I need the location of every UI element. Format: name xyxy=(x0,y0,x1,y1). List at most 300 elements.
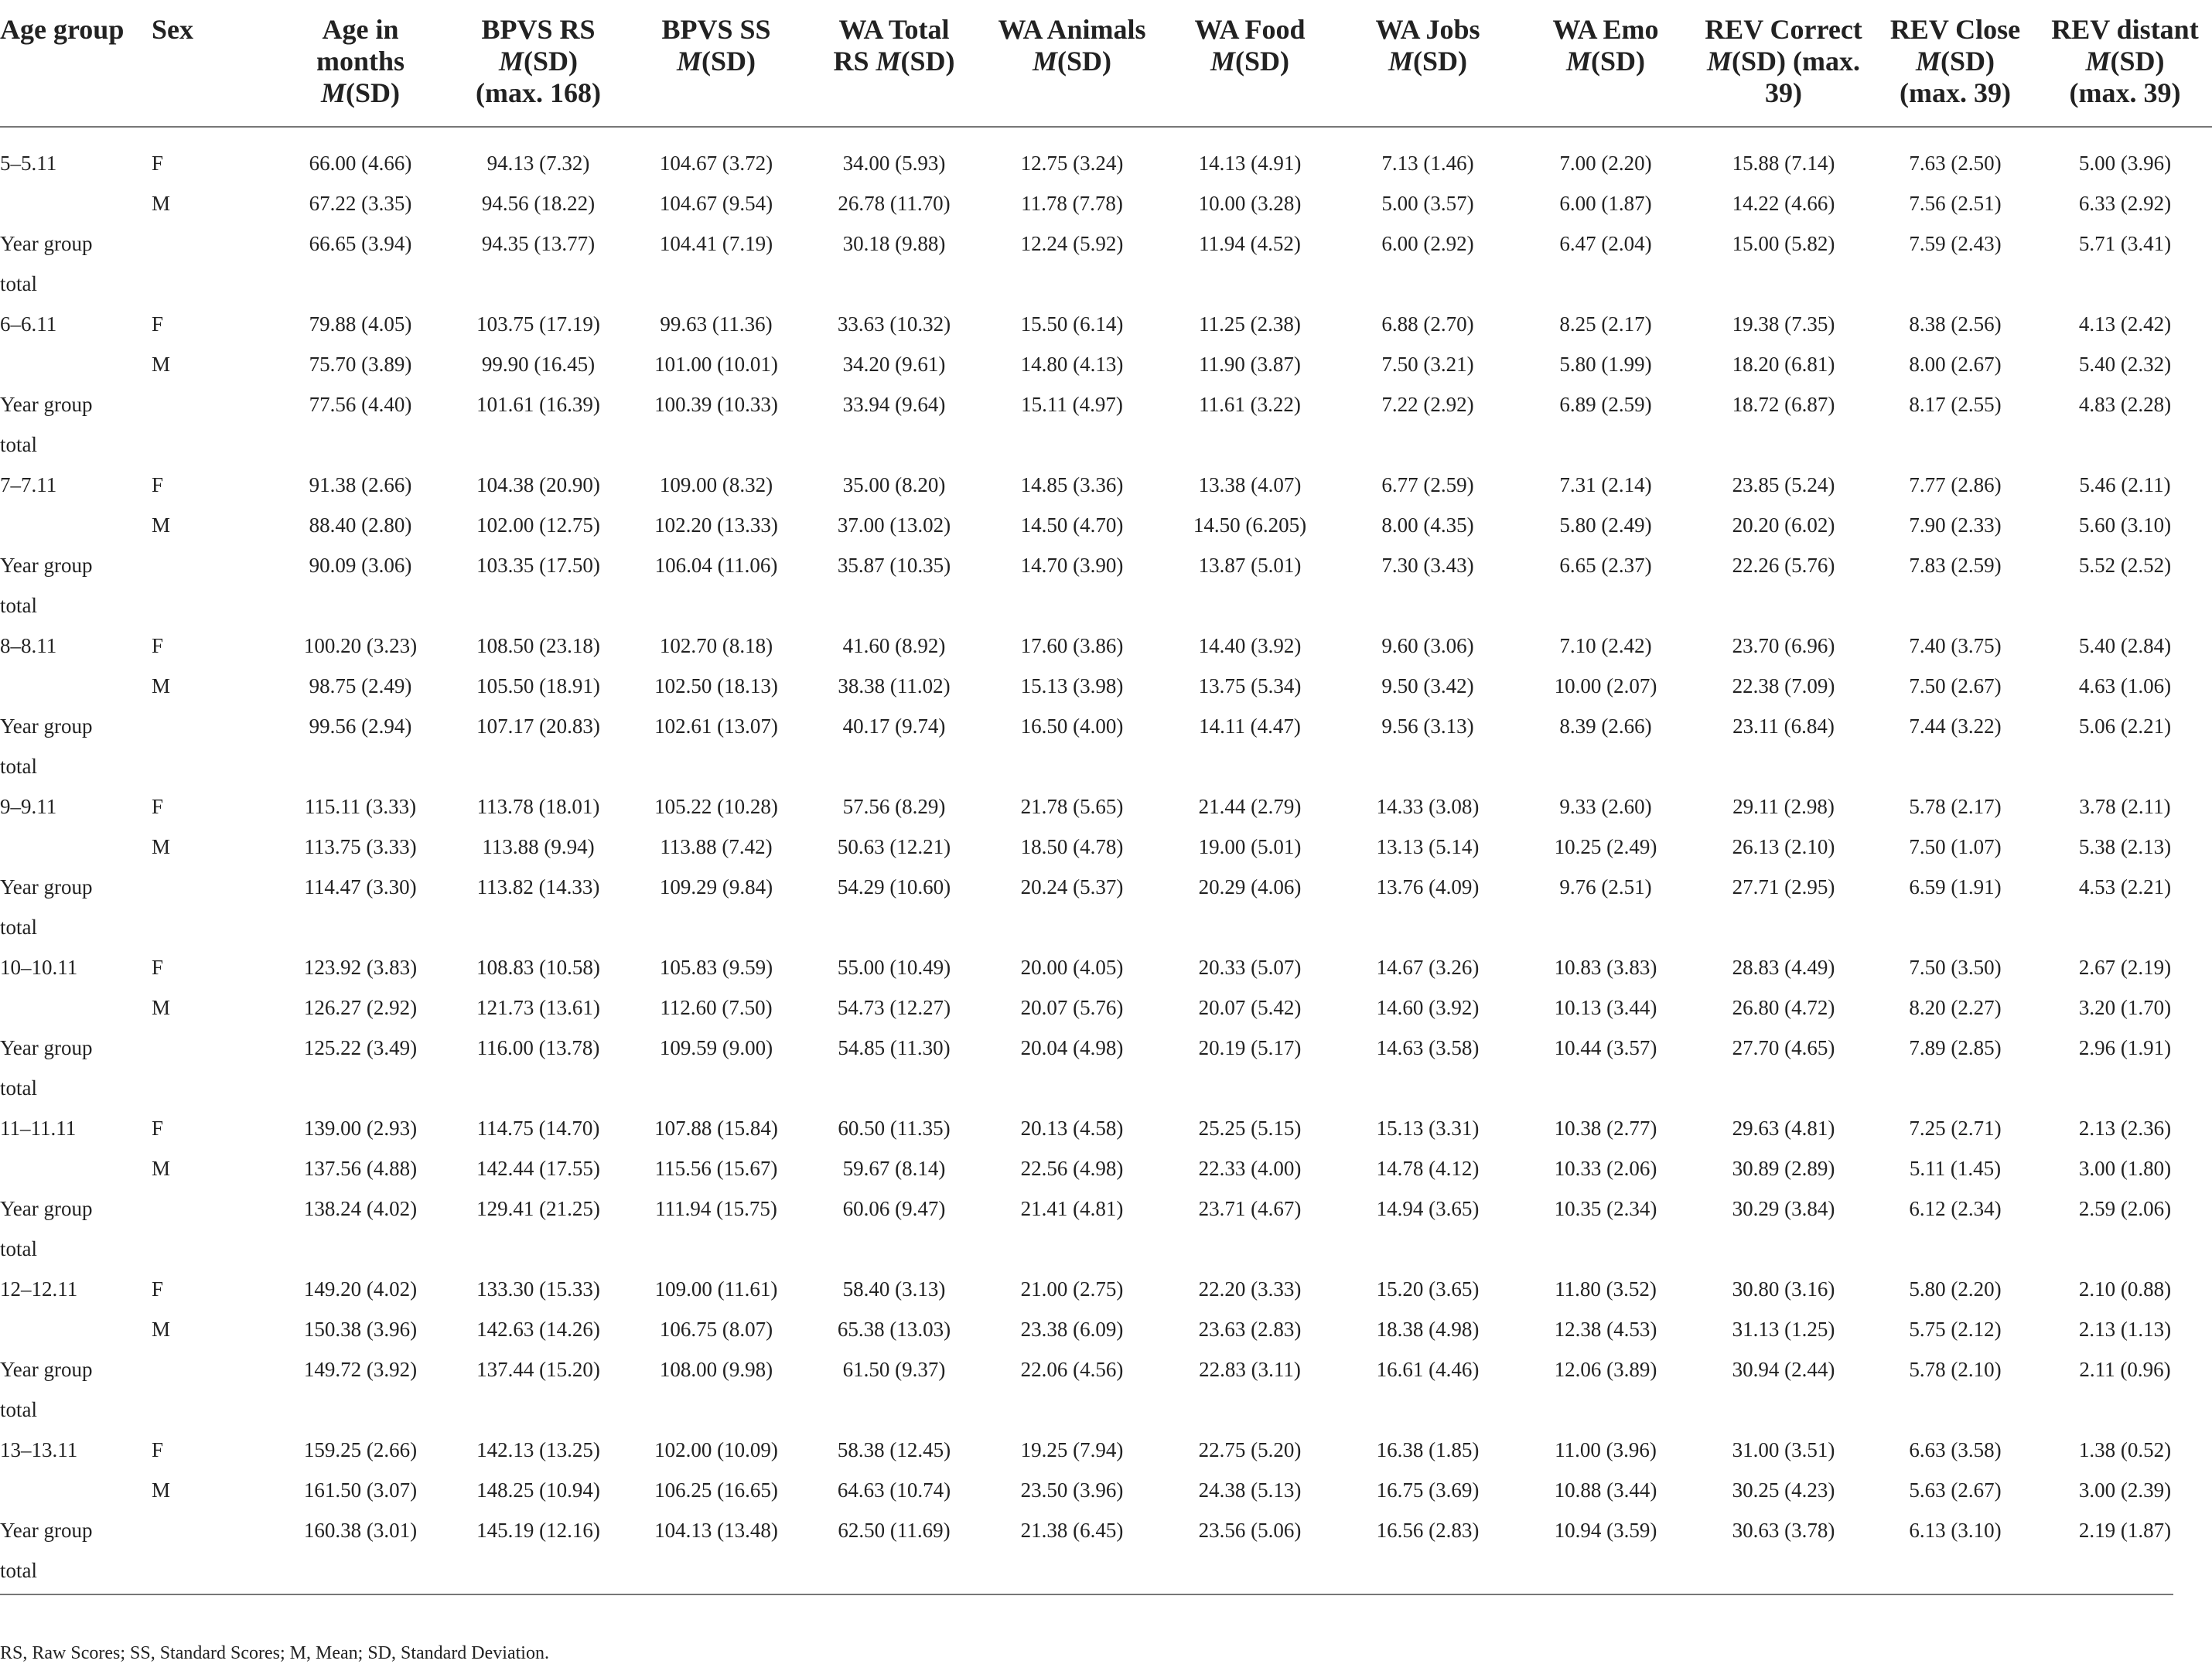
value-cell: 16.38 (1.85) xyxy=(1376,1437,1480,1461)
age-group-cell xyxy=(0,827,152,867)
total-value-cell: 5.71 (3.41) xyxy=(2078,231,2172,255)
age-group-cell xyxy=(0,987,152,1028)
value-cell: 7.63 (2.50) xyxy=(1909,151,2002,175)
empty-cell xyxy=(1339,1550,1517,1591)
total-value-cell: 108.00 (9.98) xyxy=(659,1357,773,1381)
total-value-cell: 14.11 (4.47) xyxy=(1199,714,1301,738)
sex-cell xyxy=(152,1188,271,1229)
empty-cell xyxy=(1517,425,1695,465)
empty-cell xyxy=(805,907,983,947)
empty-cell xyxy=(1161,585,1339,626)
total-value-cell: 20.04 (4.98) xyxy=(1020,1035,1124,1059)
value-cell: 112.60 (7.50) xyxy=(660,995,773,1019)
value-cell: 19.38 (7.35) xyxy=(1732,312,1835,336)
value-cell: 11.25 (2.38) xyxy=(1199,312,1301,336)
table-bottom-rule xyxy=(0,1594,2173,1595)
empty-cell xyxy=(1872,1390,2038,1430)
sex-cell: F xyxy=(152,955,164,979)
empty-cell xyxy=(449,585,627,626)
empty-cell xyxy=(983,1229,1161,1269)
empty-cell xyxy=(627,1390,805,1430)
empty-cell xyxy=(271,1550,449,1591)
total-value-cell: 22.06 (4.56) xyxy=(1020,1357,1124,1381)
header-text: 39) xyxy=(1765,77,1802,108)
empty-cell xyxy=(627,1068,805,1108)
year-group-total-label-row xyxy=(0,1229,2212,1269)
total-value-cell: 23.56 (5.06) xyxy=(1198,1518,1302,1542)
total-value-cell: 13.87 (5.01) xyxy=(1198,553,1302,577)
empty-cell xyxy=(2038,1390,2212,1430)
value-cell: 8.00 (4.35) xyxy=(1381,513,1474,537)
value-cell: 107.88 (15.84) xyxy=(654,1116,778,1140)
empty-cell xyxy=(449,1550,627,1591)
table-row xyxy=(0,1108,2212,1148)
total-value-cell: 4.83 (2.28) xyxy=(2078,392,2172,416)
value-cell: 58.38 (12.45) xyxy=(837,1437,951,1461)
value-cell: 33.63 (10.32) xyxy=(837,312,951,336)
value-cell: 31.00 (3.51) xyxy=(1732,1437,1835,1461)
mean-symbol: M xyxy=(320,77,346,108)
value-cell: 150.38 (3.96) xyxy=(303,1317,418,1341)
total-value-cell: 8.39 (2.66) xyxy=(1559,714,1652,738)
age-group-cell: 5–5.11 xyxy=(0,151,57,175)
value-cell: 149.20 (4.02) xyxy=(303,1277,418,1301)
value-cell: 5.80 (2.20) xyxy=(1909,1277,2002,1301)
total-value-cell: 6.12 (2.34) xyxy=(1909,1196,2002,1220)
value-cell: 106.25 (16.65) xyxy=(654,1478,778,1502)
total-value-cell: 111.94 (15.75) xyxy=(655,1196,777,1220)
total-value-cell: 5.78 (2.10) xyxy=(1909,1357,2002,1381)
total-value-cell: 5.52 (2.52) xyxy=(2078,553,2172,577)
mean-symbol: M xyxy=(1388,46,1413,77)
total-value-cell: 8.17 (2.55) xyxy=(1909,392,2002,416)
value-cell: 7.50 (3.50) xyxy=(1909,955,2002,979)
value-cell: 20.07 (5.76) xyxy=(1020,995,1124,1019)
age-group-cell xyxy=(0,183,152,223)
empty-cell xyxy=(449,907,627,947)
mean-symbol: M xyxy=(2085,46,2111,77)
mean-symbol: M xyxy=(498,46,524,77)
empty-cell xyxy=(271,1068,449,1108)
value-cell: 10.88 (3.44) xyxy=(1554,1478,1657,1502)
header-text: (SD) xyxy=(1941,46,1995,77)
value-cell: 13.13 (5.14) xyxy=(1376,834,1480,858)
total-value-cell: 7.30 (3.43) xyxy=(1381,553,1474,577)
value-cell: 37.00 (13.02) xyxy=(837,513,951,537)
empty-cell xyxy=(805,585,983,626)
total-value-cell: 106.04 (11.06) xyxy=(654,553,778,577)
empty-cell xyxy=(2038,264,2212,304)
mean-symbol: M xyxy=(1707,46,1732,77)
value-cell: 23.70 (6.96) xyxy=(1732,633,1835,657)
total-value-cell: 100.39 (10.33) xyxy=(654,392,778,416)
empty-cell xyxy=(983,425,1161,465)
age-group-cell xyxy=(0,344,152,384)
column-header-wa-emo xyxy=(1517,0,1695,127)
total-value-cell: 7.44 (3.22) xyxy=(1909,714,2002,738)
total-value-cell: 125.22 (3.49) xyxy=(303,1035,418,1059)
empty-cell xyxy=(627,264,805,304)
value-cell: 142.13 (13.25) xyxy=(476,1437,600,1461)
empty-cell xyxy=(1339,264,1517,304)
value-cell: 58.40 (3.13) xyxy=(842,1277,946,1301)
column-header-rev-correct xyxy=(1695,0,1872,127)
column-header-sex xyxy=(152,0,271,127)
value-cell: 2.13 (1.13) xyxy=(2078,1317,2172,1341)
value-cell: 30.89 (2.89) xyxy=(1732,1156,1835,1180)
header-text: months xyxy=(316,46,405,77)
empty-cell xyxy=(627,1550,805,1591)
empty-cell xyxy=(152,425,271,465)
value-cell: 26.80 (4.72) xyxy=(1732,995,1835,1019)
empty-cell xyxy=(1517,1550,1695,1591)
sex-cell: M xyxy=(152,995,171,1019)
total-value-cell: 27.71 (2.95) xyxy=(1732,875,1835,899)
table-row xyxy=(0,827,2212,867)
empty-cell xyxy=(1695,264,1872,304)
value-cell: 3.00 (2.39) xyxy=(2078,1478,2172,1502)
value-cell: 103.75 (17.19) xyxy=(476,312,600,336)
empty-cell xyxy=(983,746,1161,786)
value-cell: 13.38 (4.07) xyxy=(1198,472,1302,496)
header-text: (max. 168) xyxy=(476,77,601,108)
value-cell: 11.78 (7.78) xyxy=(1021,191,1123,215)
value-cell: 121.73 (13.61) xyxy=(476,995,600,1019)
empty-cell xyxy=(449,425,627,465)
empty-cell xyxy=(983,1550,1161,1591)
total-value-cell: 2.11 (0.96) xyxy=(2079,1357,2171,1381)
total-value-cell: 9.76 (2.51) xyxy=(1559,875,1652,899)
empty-cell xyxy=(152,585,271,626)
total-value-cell: 54.29 (10.60) xyxy=(837,875,951,899)
sex-cell: F xyxy=(152,794,164,818)
mean-symbol: M xyxy=(1915,46,1941,77)
value-cell: 105.83 (9.59) xyxy=(659,955,773,979)
empty-cell xyxy=(1695,1068,1872,1108)
value-cell: 6.63 (3.58) xyxy=(1909,1437,2002,1461)
empty-cell xyxy=(1339,746,1517,786)
total-value-cell: 22.26 (5.76) xyxy=(1732,553,1835,577)
value-cell: 8.38 (2.56) xyxy=(1909,312,2002,336)
value-cell: 29.63 (4.81) xyxy=(1732,1116,1835,1140)
value-cell: 102.00 (10.09) xyxy=(654,1437,778,1461)
total-value-cell: 10.94 (3.59) xyxy=(1554,1518,1657,1542)
empty-cell xyxy=(1695,907,1872,947)
empty-cell xyxy=(805,425,983,465)
empty-cell xyxy=(1872,1550,2038,1591)
year-group-total-row xyxy=(0,1510,2212,1550)
value-cell: 10.25 (2.49) xyxy=(1554,834,1657,858)
value-cell: 98.75 (2.49) xyxy=(309,674,412,697)
total-value-cell: 101.61 (16.39) xyxy=(476,392,600,416)
table-row xyxy=(0,465,2212,505)
empty-cell xyxy=(1695,425,1872,465)
value-cell: 5.63 (2.67) xyxy=(1909,1478,2002,1502)
year-group-total-row xyxy=(0,1028,2212,1068)
value-cell: 65.38 (13.03) xyxy=(837,1317,951,1341)
total-value-cell: 6.47 (2.04) xyxy=(1559,231,1652,255)
value-cell: 102.70 (8.18) xyxy=(659,633,773,657)
year-group-label: Year group xyxy=(0,714,93,738)
value-cell: 21.44 (2.79) xyxy=(1198,794,1302,818)
value-cell: 12.75 (3.24) xyxy=(1020,151,1124,175)
value-cell: 54.73 (12.27) xyxy=(837,995,951,1019)
total-value-cell: 21.38 (6.45) xyxy=(1020,1518,1124,1542)
value-cell: 15.20 (3.65) xyxy=(1376,1277,1480,1301)
header-text: WA Emo xyxy=(1552,14,1659,45)
year-group-total-label-row xyxy=(0,264,2212,304)
empty-cell xyxy=(627,585,805,626)
year-group-total-label-row xyxy=(0,1068,2212,1108)
value-cell: 126.27 (2.92) xyxy=(303,995,418,1019)
value-cell: 4.13 (2.42) xyxy=(2078,312,2172,336)
value-cell: 106.75 (8.07) xyxy=(659,1317,773,1341)
value-cell: 21.78 (5.65) xyxy=(1020,794,1124,818)
value-cell: 7.50 (3.21) xyxy=(1381,352,1474,376)
value-cell: 159.25 (2.66) xyxy=(303,1437,418,1461)
value-cell: 22.33 (4.00) xyxy=(1198,1156,1302,1180)
value-cell: 137.56 (4.88) xyxy=(303,1156,418,1180)
header-text: Sex xyxy=(152,14,193,45)
sex-cell xyxy=(152,867,271,907)
sex-cell: F xyxy=(152,1277,164,1301)
value-cell: 91.38 (2.66) xyxy=(309,472,412,496)
column-header-bpvs-rs xyxy=(449,0,627,127)
empty-cell xyxy=(1161,1390,1339,1430)
value-cell: 133.30 (15.33) xyxy=(476,1277,600,1301)
value-cell: 34.00 (5.93) xyxy=(842,151,946,175)
value-cell: 1.38 (0.52) xyxy=(2078,1437,2172,1461)
total-value-cell: 77.56 (4.40) xyxy=(309,392,412,416)
value-cell: 22.56 (4.98) xyxy=(1020,1156,1124,1180)
header-text: (SD) xyxy=(701,46,756,77)
value-cell: 7.31 (2.14) xyxy=(1559,472,1652,496)
value-cell: 10.00 (2.07) xyxy=(1554,674,1657,697)
empty-cell xyxy=(983,585,1161,626)
value-cell: 5.38 (2.13) xyxy=(2078,834,2172,858)
value-cell: 9.60 (3.06) xyxy=(1381,633,1474,657)
value-cell: 101.00 (10.01) xyxy=(654,352,778,376)
header-text: (SD) xyxy=(900,46,955,77)
total-value-cell: 11.61 (3.22) xyxy=(1199,392,1301,416)
empty-cell xyxy=(2038,585,2212,626)
age-group-cell xyxy=(0,1148,152,1188)
year-group-total-row xyxy=(0,1188,2212,1229)
value-cell: 115.56 (15.67) xyxy=(654,1156,778,1180)
column-header-bpvs-ss xyxy=(627,0,805,127)
total-value-cell: 104.41 (7.19) xyxy=(659,231,773,255)
mean-symbol: M xyxy=(676,46,701,77)
table-row xyxy=(0,304,2212,344)
value-cell: 38.38 (11.02) xyxy=(838,674,951,697)
value-cell: 5.46 (2.11) xyxy=(2079,472,2171,496)
value-cell: 64.63 (10.74) xyxy=(837,1478,951,1502)
table-row xyxy=(0,1269,2212,1309)
total-value-cell: 14.70 (3.90) xyxy=(1020,553,1124,577)
empty-cell xyxy=(152,1550,271,1591)
header-text: REV Correct xyxy=(1705,14,1862,45)
total-value-cell: 6.65 (2.37) xyxy=(1559,553,1652,577)
header-text: RS xyxy=(833,46,876,77)
empty-cell xyxy=(1339,585,1517,626)
value-cell: 11.90 (3.87) xyxy=(1199,352,1301,376)
value-cell: 30.25 (4.23) xyxy=(1732,1478,1835,1502)
value-cell: 7.90 (2.33) xyxy=(1909,513,2002,537)
value-cell: 104.67 (3.72) xyxy=(659,151,773,175)
total-value-cell: 62.50 (11.69) xyxy=(838,1518,951,1542)
total-label: total xyxy=(0,1236,37,1260)
column-header-wa-total xyxy=(805,0,983,127)
value-cell: 26.78 (11.70) xyxy=(838,191,951,215)
value-cell: 105.50 (18.91) xyxy=(476,674,600,697)
value-cell: 142.44 (17.55) xyxy=(476,1156,600,1180)
total-label: total xyxy=(0,1076,37,1100)
total-value-cell: 104.13 (13.48) xyxy=(654,1518,778,1542)
table-row xyxy=(0,1148,2212,1188)
value-cell: 108.50 (23.18) xyxy=(476,633,600,657)
value-cell: 5.75 (2.12) xyxy=(1909,1317,2002,1341)
value-cell: 5.00 (3.57) xyxy=(1381,191,1474,215)
empty-cell xyxy=(1517,1229,1695,1269)
value-cell: 100.20 (3.23) xyxy=(303,633,418,657)
value-cell: 14.67 (3.26) xyxy=(1376,955,1480,979)
empty-cell xyxy=(1872,1068,2038,1108)
sex-cell: F xyxy=(152,1116,164,1140)
value-cell: 14.85 (3.36) xyxy=(1020,472,1124,496)
value-cell: 29.11 (2.98) xyxy=(1732,794,1835,818)
value-cell: 17.60 (3.86) xyxy=(1020,633,1124,657)
sex-cell: M xyxy=(152,1478,171,1502)
value-cell: 66.00 (4.66) xyxy=(309,151,412,175)
mean-symbol: M xyxy=(1565,46,1591,77)
sex-cell: F xyxy=(152,633,164,657)
sex-cell xyxy=(152,545,271,585)
sex-cell: M xyxy=(152,1317,171,1341)
year-group-total-row xyxy=(0,706,2212,746)
year-group-total-label-row xyxy=(0,425,2212,465)
sex-cell: M xyxy=(152,191,171,215)
empty-cell xyxy=(449,746,627,786)
year-group-total-label-row xyxy=(0,1550,2212,1591)
total-value-cell: 14.94 (3.65) xyxy=(1376,1196,1480,1220)
value-cell: 2.67 (2.19) xyxy=(2078,955,2172,979)
empty-cell xyxy=(1695,1550,1872,1591)
value-cell: 67.22 (3.35) xyxy=(309,191,412,215)
value-cell: 102.50 (18.13) xyxy=(654,674,778,697)
table-row xyxy=(0,183,2212,223)
empty-cell xyxy=(1339,907,1517,947)
sex-cell: M xyxy=(152,1156,171,1180)
year-group-total-label-row xyxy=(0,1390,2212,1430)
value-cell: 2.13 (2.36) xyxy=(2078,1116,2172,1140)
empty-cell xyxy=(1517,907,1695,947)
empty-cell xyxy=(449,1229,627,1269)
table-body xyxy=(0,127,2212,1591)
table-row xyxy=(0,626,2212,666)
value-cell: 7.10 (2.42) xyxy=(1559,633,1652,657)
value-cell: 35.00 (8.20) xyxy=(842,472,946,496)
empty-cell xyxy=(1695,585,1872,626)
value-cell: 113.78 (18.01) xyxy=(476,794,600,818)
value-cell: 123.92 (3.83) xyxy=(303,955,418,979)
empty-cell xyxy=(271,585,449,626)
empty-cell xyxy=(627,425,805,465)
header-text: Age group xyxy=(0,14,125,45)
value-cell: 5.11 (1.45) xyxy=(1909,1156,2002,1180)
value-cell: 34.20 (9.61) xyxy=(842,352,946,376)
total-value-cell: 21.41 (4.81) xyxy=(1020,1196,1124,1220)
empty-cell xyxy=(152,1229,271,1269)
value-cell: 113.75 (3.33) xyxy=(304,834,417,858)
total-value-cell: 11.94 (4.52) xyxy=(1199,231,1301,255)
table-row xyxy=(0,127,2212,183)
value-cell: 14.50 (4.70) xyxy=(1020,513,1124,537)
value-cell: 25.25 (5.15) xyxy=(1198,1116,1302,1140)
table-row xyxy=(0,786,2212,827)
value-cell: 20.00 (4.05) xyxy=(1020,955,1124,979)
table-row xyxy=(0,1309,2212,1349)
value-cell: 75.70 (3.89) xyxy=(309,352,412,376)
value-cell: 15.13 (3.98) xyxy=(1020,674,1124,697)
header-text: (SD) xyxy=(1413,46,1467,77)
value-cell: 94.13 (7.32) xyxy=(486,151,590,175)
header-text: WA Food xyxy=(1194,14,1306,45)
mean-symbol: M xyxy=(876,46,901,77)
value-cell: 7.50 (1.07) xyxy=(1909,834,2002,858)
total-value-cell: 116.00 (13.78) xyxy=(476,1035,600,1059)
value-cell: 7.13 (1.46) xyxy=(1381,151,1474,175)
empty-cell xyxy=(1695,1390,1872,1430)
total-value-cell: 99.56 (2.94) xyxy=(309,714,412,738)
value-cell: 10.83 (3.83) xyxy=(1554,955,1657,979)
empty-cell xyxy=(1339,1390,1517,1430)
empty-cell xyxy=(805,1550,983,1591)
total-value-cell: 66.65 (3.94) xyxy=(309,231,412,255)
empty-cell xyxy=(1161,746,1339,786)
value-cell: 18.20 (6.81) xyxy=(1732,352,1835,376)
value-cell: 2.10 (0.88) xyxy=(2078,1277,2172,1301)
age-group-cell: 6–6.11 xyxy=(0,312,57,336)
empty-cell xyxy=(271,907,449,947)
total-value-cell: 6.59 (1.91) xyxy=(1909,875,2002,899)
value-cell: 5.60 (3.10) xyxy=(2078,513,2172,537)
age-group-cell: 10–10.11 xyxy=(0,955,78,979)
total-label: total xyxy=(0,593,37,617)
empty-cell xyxy=(805,1229,983,1269)
value-cell: 109.00 (11.61) xyxy=(654,1277,778,1301)
total-value-cell: 35.87 (10.35) xyxy=(837,553,951,577)
table-row xyxy=(0,987,2212,1028)
year-group-total-row xyxy=(0,1349,2212,1390)
total-value-cell: 54.85 (11.30) xyxy=(838,1035,951,1059)
total-value-cell: 102.61 (13.07) xyxy=(654,714,778,738)
empty-cell xyxy=(1161,264,1339,304)
total-value-cell: 12.06 (3.89) xyxy=(1554,1357,1657,1381)
total-value-cell: 7.83 (2.59) xyxy=(1909,553,2002,577)
total-value-cell: 30.94 (2.44) xyxy=(1732,1357,1835,1381)
table-row xyxy=(0,947,2212,987)
age-group-cell: 8–8.11 xyxy=(0,633,57,657)
value-cell: 26.13 (2.10) xyxy=(1732,834,1835,858)
empty-cell xyxy=(271,746,449,786)
value-cell: 31.13 (1.25) xyxy=(1732,1317,1835,1341)
header-text: BPVS RS xyxy=(481,14,596,45)
header-text: (max. 39) xyxy=(1900,77,2011,108)
value-cell: 113.88 (9.94) xyxy=(482,834,595,858)
table-row xyxy=(0,1430,2212,1470)
age-group-cell xyxy=(0,1309,152,1349)
value-cell: 88.40 (2.80) xyxy=(309,513,412,537)
